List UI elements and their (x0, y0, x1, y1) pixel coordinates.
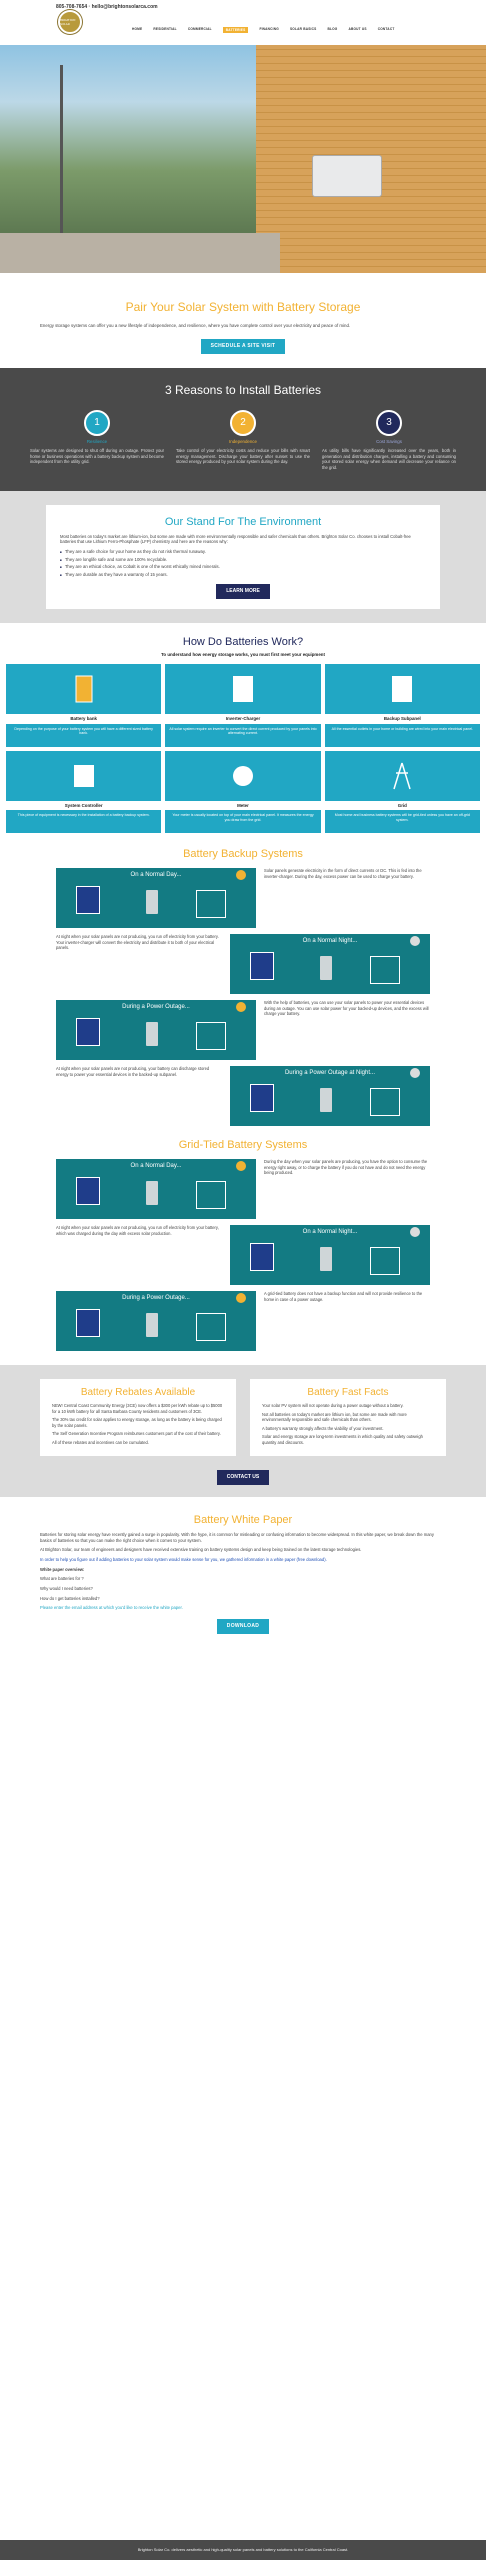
solar-panel-icon (76, 886, 100, 914)
footer-text: Brighton Solar Co. delivers aesthetic and high-quality solar panels and battery solutions to the California Central Coast. (137, 2547, 349, 2552)
panel-title: On a Normal Night... (302, 938, 358, 945)
reason-resilience (30, 410, 164, 471)
pair-text: Energy storage systems can offer you a new lifestyle of independence, and resilience, where you have complete control over your electricity and peace of mind. (40, 323, 351, 329)
hero-image (0, 45, 486, 273)
backup-title: Battery Backup Systems (183, 848, 303, 861)
overview-item: What are batteries for ? (40, 1576, 84, 1582)
overview-label: White paper overview: (40, 1566, 85, 1572)
white-paper-p2: At Brighton Solar, our team of engineers and designers have received extensive training on battery systems design and keep being trained on the latest storage technologies. (40, 1547, 362, 1553)
reason-cost-savings (322, 410, 456, 471)
gridtied-row (0, 1291, 486, 1351)
equipment-text: Your meter is usually located on top of your main electrical panel. It measures the energy you draw from the grid. (165, 810, 320, 833)
solar-panel-icon (76, 1177, 100, 1205)
reason-name: Cost Savings (376, 439, 402, 445)
rebate-point: The 30% tax credit for solar applies to energy storage, as long as the battery is being charged by the solar panels. (52, 1417, 222, 1428)
diagram-panel (56, 1159, 256, 1219)
facts-title: Battery Fast Facts (307, 1387, 389, 1399)
backup-row (0, 1000, 486, 1060)
rebate-point: All of these rebates and incentives can be cumulated. (52, 1439, 149, 1445)
environment-section (0, 491, 486, 623)
subpanel-icon (325, 664, 480, 714)
house-icon (370, 956, 400, 984)
backup-row (0, 934, 486, 994)
equipment-text: All solar system require an inverter to convert the direct current produced by your panels into alternating current. (165, 724, 320, 747)
battery-bank-icon (6, 664, 161, 714)
reason-independence (176, 410, 310, 471)
pair-section (0, 273, 486, 354)
backup-row (0, 1066, 486, 1126)
gridtied-text: A grid-tied battery does not have a backup function and will not provide resilience to the home in case of a power outage. (264, 1291, 423, 1302)
footer (0, 2540, 486, 2560)
equipment-text: This piece of equipment is necessary in the installation of a battery backup system. (6, 810, 161, 833)
diagram-panel (230, 1225, 430, 1285)
house-icon (196, 890, 226, 918)
equipment-text: Depending on the purpose of your battery system you will have a different sized battery bank. (6, 724, 161, 747)
backup-section (0, 847, 486, 862)
diagram-panel (56, 1000, 256, 1060)
battery-icon (146, 1313, 158, 1337)
number-circle: 3 (376, 410, 402, 436)
reasons-section (0, 368, 486, 491)
equipment-card (165, 751, 320, 834)
environment-point: ■ They are an ethical choice, as Cobalt is one of the worst ethically mined minerals. (60, 564, 426, 570)
gridtied-title: Grid-Tied Battery Systems (178, 1139, 308, 1152)
white-paper-link[interactable]: In order to help you figure out if adding batteries to your solar system would make sense for you, we gathered information in a white paper (free download). (40, 1556, 327, 1562)
learn-more-button[interactable]: LEARN MORE (216, 584, 270, 599)
panel-title: On a Normal Day... (130, 872, 182, 879)
equipment-name: Meter (237, 802, 249, 808)
nav-financing[interactable]: FINANCING (259, 27, 279, 31)
nav-solar-basics[interactable]: SOLAR BASICS (289, 27, 317, 31)
battery-icon (320, 956, 332, 980)
gridtied-section (0, 1138, 486, 1153)
environment-point: ■ They are durable as they have a warranty of 15 years. (60, 572, 426, 578)
meter-icon (165, 751, 320, 801)
panel-title: On a Normal Night... (302, 1229, 358, 1236)
how-subtitle: To understand how energy storage works, you must first meet your equipment (161, 651, 325, 657)
diagram-panel (230, 1066, 430, 1126)
equipment-text: Most home and business battery systems will be grid-tied unless you have an off-grid system. (325, 810, 480, 833)
panel-title: During a Power Outage... (122, 1295, 190, 1302)
white-paper-title: Battery White Paper (193, 1514, 293, 1526)
schedule-site-visit-button[interactable]: SCHEDULE A SITE VISIT (201, 339, 286, 354)
rebates-facts-section (0, 1365, 486, 1470)
house-icon (370, 1247, 400, 1275)
diagram-panel (56, 868, 256, 928)
number-circle: 1 (84, 410, 110, 436)
nav-batteries[interactable]: BATTERIES (223, 27, 249, 33)
reasons-title: 3 Reasons to Install Batteries (164, 382, 322, 397)
panel-title: On a Normal Day... (130, 1163, 182, 1170)
gridtied-text: At night when your solar panels are not producing, you run off electricity from your battery, which was charged during the day with excess solar production. (56, 1225, 219, 1236)
hero-battery-unit (312, 155, 382, 197)
backup-text: At night when your solar panels are not producing, your battery can discharge stored energy to power your essential devices in the backed-up subpanel. (56, 1066, 210, 1077)
environment-point: ■ They are a safe choice for your home as they do not risk thermal runaway. (60, 549, 426, 555)
gridtied-row (0, 1159, 486, 1219)
logo-text: BRIGHTON SOLAR (60, 17, 76, 26)
solar-panel-icon (250, 952, 274, 980)
company-logo[interactable] (58, 10, 82, 34)
equipment-text: All the essential outlets in your home or building are wired into your main electrical panel. (325, 724, 480, 747)
equipment-name: Grid (397, 802, 407, 808)
controller-icon (6, 751, 161, 801)
battery-icon (146, 1181, 158, 1205)
white-paper-section (0, 1497, 486, 1634)
reason-text: As utility bills have significantly increased over the years, both in generation and distribution charges, installing a battery and consuming your stored solar energy when demand will decrease your reliance on the grid. (322, 448, 456, 471)
contact-us-button[interactable]: CONTACT US (217, 1470, 269, 1485)
reason-text: Solar systems are designed to shut off during an outage. Protect your home or business operations with a battery backup system and become independent from the utility grid. (30, 448, 164, 465)
panel-title: During a Power Outage... (122, 1004, 190, 1011)
house-icon (370, 1088, 400, 1116)
battery-icon (320, 1247, 332, 1271)
nav-blog[interactable]: BLOG (327, 27, 338, 31)
facts-box (250, 1379, 446, 1456)
reason-text: Take control of your electricity costs and reduce your bills with smart energy management. Discharge your battery after sunset to use the stored energy produced by your solar system during the day. (176, 448, 310, 465)
solar-panel-icon (76, 1309, 100, 1337)
equipment-name: Battery bank (70, 715, 97, 721)
nav-home[interactable]: HOME (132, 27, 143, 31)
overview-item: Why would I need batteries? (40, 1585, 93, 1591)
house-icon (196, 1181, 226, 1209)
number-circle: 2 (230, 410, 256, 436)
equipment-name: Backup Subpanel (383, 715, 421, 721)
contact-wrap (0, 1470, 486, 1497)
environment-point: ■ They are longlife safe and some are 100% recyclable. (60, 557, 426, 563)
fact-point: Your solar PV system will not operate during a power outage without a battery. (262, 1403, 404, 1409)
equipment-card (325, 664, 480, 747)
fact-point: Not all batteries on today's market are lithium ion, but some are made with more environmentally responsible and safe chemicals than others. (262, 1411, 407, 1423)
equipment-name: System Controller (64, 802, 103, 808)
gridtied-row (0, 1225, 486, 1285)
how-title: How Do Batteries Work? (182, 635, 304, 648)
rebate-point: NEW! Central Coast Community Energy (3CE) now offers a $300 per kWh rebate up to $5000 for a 10 kWh battery for all Santa Barbara County residents and customers of 3CE. (52, 1403, 223, 1414)
rebate-point: The Self Generation Incentive Program reimburses customers part of the cost of their battery. (52, 1431, 221, 1437)
house-icon (196, 1313, 226, 1341)
rebates-box (40, 1379, 236, 1456)
gridtied-text: During the day when your solar panels are producing, you have the option to consume the energy right away, or to charge the battery if you do not have and do not need the energy being produced. (264, 1159, 428, 1176)
backup-text: Solar panels generate electricity in the form of direct currents or DC. This is fed into the inverter-charger. During the day, excess power can be used to charge your battery. (264, 868, 422, 879)
nav-residential[interactable]: RESIDENTIAL (153, 27, 177, 31)
reason-name: Resilience (86, 439, 108, 445)
battery-icon (146, 1022, 158, 1046)
download-button[interactable]: DOWNLOAD (217, 1619, 269, 1634)
equipment-card (325, 751, 480, 834)
nav-contact[interactable]: CONTACT (377, 27, 395, 31)
solar-panel-icon (250, 1243, 274, 1271)
reason-name: Independence (229, 439, 257, 445)
pair-title: Pair Your Solar System with Battery Storage (125, 300, 361, 314)
equipment-card (6, 751, 161, 834)
panel-title: During a Power Outage at Night... (284, 1070, 376, 1077)
house-icon (196, 1022, 226, 1050)
hero-path (0, 233, 280, 273)
how-section (0, 623, 486, 834)
fact-point: Solar and energy storage are long-term investments in which quality and safety outweigh quantity and discounts. (262, 1434, 423, 1445)
grid-tower-icon (325, 751, 480, 801)
solar-panel-icon (76, 1018, 100, 1046)
white-paper-p1: Batteries for storing solar energy have recently gained a surge in popularity. With the hype, it is common for misleading or confusing information to become widespread. In this white paper, we break down the many basics of batteries so that you can make the right choice when it comes to your system. (40, 1531, 434, 1543)
nav-about-us[interactable]: ABOUT US (348, 27, 367, 31)
contact-info[interactable]: 805-708-7654 · hello@brightonsolarca.com (56, 4, 158, 10)
backup-text: At night when your solar panels are not producing, you run off electricity from your battery. Your inverter-charger will convert the electricity and distribute it to both of your electrical panels. (56, 934, 219, 951)
solar-panel-icon (250, 1084, 274, 1112)
equipment-card (165, 664, 320, 747)
main-nav (132, 27, 394, 33)
inverter-icon (165, 664, 320, 714)
email-note: Please enter the email address at which you'd like to receive the white paper. (40, 1605, 183, 1611)
environment-title: Our Stand For The Environment (164, 515, 322, 528)
backup-text: With the help of batteries, you can use your solar panels to power your essential devices during an outage. You can use solar power for your backed-up devices, and the excess will charge your battery. (264, 1000, 429, 1017)
nav-commercial[interactable]: COMMERCIAL (187, 27, 212, 31)
battery-icon (146, 890, 158, 914)
equipment-name: Inverter-Charger (225, 715, 261, 721)
backup-row (0, 868, 486, 928)
environment-intro: Most batteries on today's market are lithium-ion, but some are made with more environmentally responsible and safer chemicals than others. Brighton Solar Co. chooses to install Cobalt-free batteries that use Lithium Ferro-Phosphate (LFP) chemistry and here are the reasons why: (60, 533, 411, 545)
rebates-title: Battery Rebates Available (80, 1387, 196, 1399)
diagram-panel (230, 934, 430, 994)
battery-icon (320, 1088, 332, 1112)
equipment-card (6, 664, 161, 747)
diagram-panel (56, 1291, 256, 1351)
fact-point: A battery's warranty strongly affects the viability of your investment. (262, 1425, 384, 1431)
overview-item: How do I get batteries installed? (40, 1595, 100, 1601)
